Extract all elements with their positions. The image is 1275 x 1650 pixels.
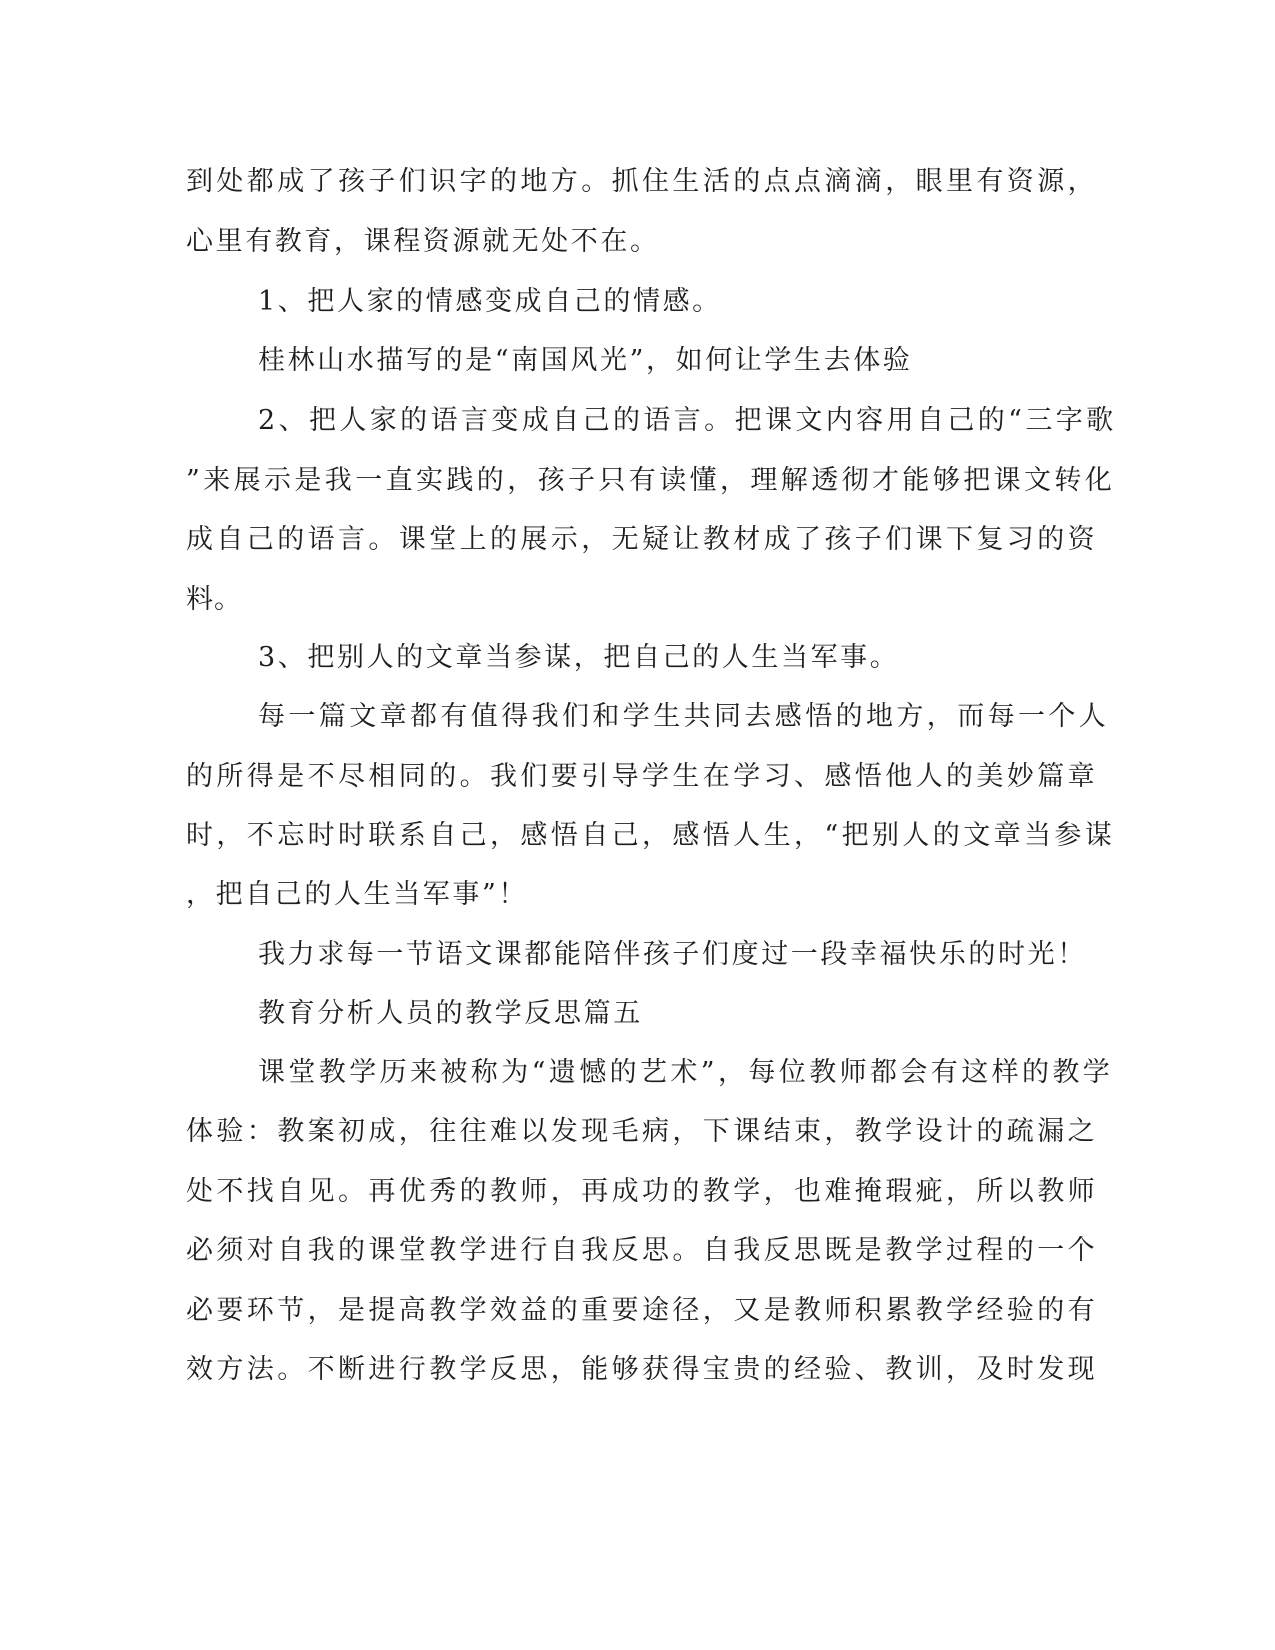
body-text-line: 我力求每一节语文课都能陪伴孩子们度过一段幸福快乐的时光！ [258, 939, 1087, 970]
list-item-heading-3: 3、把别人的文章当参谋，把自己的人生当军事。 [258, 642, 900, 673]
body-text-line: 的所得是不尽相同的。我们要引导学生在学习、感悟他人的美妙篇章 [186, 761, 1098, 792]
body-text-line: 心里有教育，课程资源就无处不在。 [186, 226, 660, 257]
body-text-line: 成自己的语言。课堂上的展示，无疑让教材成了孩子们课下复习的资 [186, 524, 1098, 555]
body-text-line: 每一篇文章都有值得我们和学生共同去感悟的地方，而每一个人 [258, 701, 1110, 732]
body-text-line: 课堂教学历来被称为“遗憾的艺术”，每位教师都会有这样的教学 [258, 1057, 1114, 1088]
body-text-line: 效方法。不断进行教学反思，能够获得宝贵的经验、教训，及时发现 [186, 1354, 1098, 1385]
body-text-line: 必要环节，是提高教学效益的重要途径，又是教师积累教学经验的有 [186, 1295, 1098, 1326]
body-text-line: 处不找自见。再优秀的教师，再成功的教学，也难掩瑕疵，所以教师 [186, 1176, 1098, 1207]
body-text-line: 到处都成了孩子们识字的地方。抓住生活的点点滴滴，眼里有资源， [186, 166, 1098, 197]
list-item-heading-2: 2、把人家的语言变成自己的语言。把课文内容用自己的“三字歌 [258, 405, 1117, 436]
body-text-line: 时，不忘时时联系自己，感悟自己，感悟人生，“把别人的文章当参谋 [186, 820, 1116, 851]
body-text-line: ，把自己的人生当军事”！ [186, 879, 529, 910]
section-heading: 教育分析人员的教学反思篇五 [258, 998, 643, 1029]
body-text-line: 体验：教案初成，往往难以发现毛病，下课结束，教学设计的疏漏之 [186, 1116, 1098, 1147]
body-text-line: 桂林山水描写的是“南国风光”，如何让学生去体验 [258, 345, 913, 376]
body-text-line: ”来展示是我一直实践的，孩子只有读懂，理解透彻才能够把课文转化 [186, 465, 1116, 496]
list-item-heading-1: 1、把人家的情感变成自己的情感。 [258, 286, 722, 317]
body-text-line: 必须对自我的课堂教学进行自我反思。自我反思既是教学过程的一个 [186, 1235, 1098, 1266]
body-text-line: 料。 [186, 584, 242, 615]
